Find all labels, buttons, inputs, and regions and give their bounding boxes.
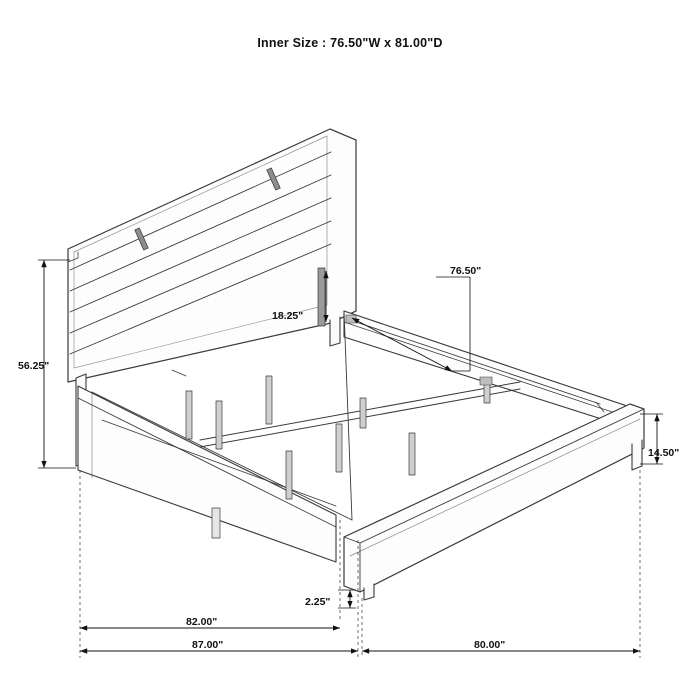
dim-label-headboard-panel-height: 18.25" [272,310,304,322]
page-title: Inner Size : 76.50"W x 81.00"D [257,36,443,50]
bed-illustration [68,129,644,600]
side-rail-front [78,386,336,562]
dim-label-overall-length: 87.00" [192,639,224,651]
dim-label-rail-clearance: 2.25" [305,596,331,608]
headboard [68,129,356,382]
footboard [344,404,644,600]
dim-label-headboard-height: 56.25" [18,360,50,372]
dim-rail-clearance [338,590,356,608]
dim-label-inner-length: 82.00" [186,616,218,628]
side-rail-back [344,311,636,430]
dim-label-overall-width: 80.00" [474,639,506,651]
dim-label-footboard-height: 14.50" [648,447,680,459]
dim-label-inner-width: 76.50" [450,265,482,277]
